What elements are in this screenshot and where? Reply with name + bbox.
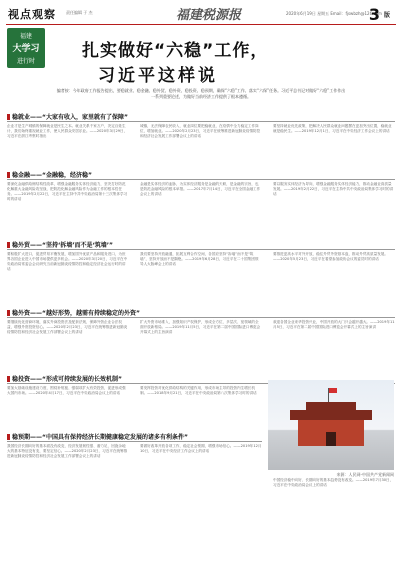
- section-finance-col3: 要以服务实体经济为导向，增强金融服务实体经济能力，推动金融业高质量发展。——2019年2月22日，习近平在主持中共中央政治局集体学习时的讲话: [273, 182, 394, 196]
- section-jobs-col3: 要坚持就业优先政策，把解决人民群众就业问题摆在更加突出位置，稳就业就是稳民生。——2019年12月1日，习近平在中央经济工作会议上的讲话: [273, 124, 392, 133]
- masthead: [6, 4, 396, 25]
- upper-roof: [306, 402, 356, 410]
- photo-caption: 来源：人民网-中国共产党新闻网: [336, 472, 394, 477]
- page-suffix: 版: [383, 12, 390, 19]
- divider: [7, 179, 395, 180]
- section-fdi-col1: 要继续优化营商环境，落实外商投资法及配套法规，保障外资企业合法权益，增强外资投资信心。——2020年2月23日，习近平在统筹推进新冠肺炎疫情防控和经济社会发展工作部署会议上的讲话: [7, 320, 128, 334]
- headline-line2: 习近平这样说: [98, 66, 218, 86]
- editor-credit: 责任编辑 于 杰: [66, 10, 93, 15]
- section-marker: [7, 172, 10, 178]
- section-jobs-col2: 城镇，无法保障农民收入，就业岗位要把稳就业，在疫情中全力稳定工作岗位，增加就业。——2020年2月23日，习近平在统筹推进新冠肺炎疫情防控和经济社会发展工作部署会议上的讲话: [140, 124, 261, 138]
- section-expectations-col3: 中国经济稳中向好、长期向好的基本趋势没有改变。——2019年7月30日，习近平在中央政治局会议上的讲话: [273, 478, 394, 487]
- section-title-expectations: [7, 432, 188, 441]
- flag: [329, 388, 337, 393]
- section-trade-col2: 我们要坚持开放融通，拓展互利合作空间，各国应坚持“拆墙”而不是“筑墙”，坚持开放而不是隔绝。——2019年6月28日，习近平在二十国集团领导人大阪峰会上的讲话: [140, 252, 259, 266]
- badge-line3: 进行时: [16, 58, 35, 65]
- paper-title: 福建税源报: [176, 8, 242, 23]
- section-marker: [7, 114, 10, 120]
- section-fdi-col2: 扩大外资市场准入，加强知识产权保护，形成全方位、多层次、宽领域的全面开放新格局。——2019年11月5日，习近平在第二届中国国际进口博览会开幕式上的主旨演讲: [140, 320, 261, 334]
- gate-door: [326, 432, 336, 446]
- section-marker: [7, 434, 10, 440]
- section-title-jobs: [7, 112, 128, 121]
- page-number: 3: [368, 5, 380, 24]
- issue-date: 2020年6月19日 星期五 Email：fjswbzh@126.com: [286, 11, 382, 16]
- section-title-investment: [7, 374, 122, 383]
- section-marker: [7, 310, 10, 316]
- tiananmen-photo: [268, 380, 394, 470]
- section-title-text: 稳金融——“金融稳，经济稳”: [12, 172, 92, 179]
- section-title-text: 稳就业——“大家有收入，家里就有了保障”: [12, 114, 128, 121]
- section-investment-col2: 要发挥投资对优化供给结构的关键作用，形成市场主导的投资内生增长机制。——2018年9月21日，习近平在中央政治局第八次集体学习时的讲话: [140, 386, 257, 395]
- section-expectations-col2: 要做好改革开放各项工作，稳定社会预期，增强市场信心。——2019年12月10日，习近平在中央经济工作会议上的讲话: [140, 444, 262, 453]
- section-trade-col1: 要积极扩大进口，促进贸易平衡发展，增加国外优质产品和服务进口，为世界各国企业进入中国市场提供更多机会。——2020年3月20日，习近平在中央政治局常委会会议研究当前新冠肺炎疫情防控和稳定经济社会运行时的讲话: [7, 252, 128, 271]
- section-jobs-col1: 企业才是生产城镇的保障就业是民生之本。就业关系千家万户，决定百姓生计，我们始终重视就业工作，使人民群众安居乐业。——2020年3月29日，习近平在浙江考察时指出: [7, 124, 128, 138]
- section-title-finance: [7, 170, 92, 179]
- section-investment-col1: 要加大基础设施建设力度，围绕补短板、强弱项扩大有效投资，促进形成强大国内市场。——2020年4月17日，习近平在中央政治局会议上的讲话: [7, 386, 126, 395]
- section-finance-col1: 要深化金融供给侧结构性改革，增强金融服务实体经济能力，坚决打好防范化解重大金融风险攻坚战，把防范化解金融风险作为金融工作的根本性任务。——2019年2月22日，习近平在主持中共中央政治局第十三次集体学习时的讲话: [7, 182, 128, 201]
- section-title-text: 稳预期——“中国具有保持经济长期健康稳定发展的诸多有利条件”: [12, 434, 188, 441]
- divider: [7, 441, 262, 442]
- divider: [7, 249, 395, 250]
- column-badge: [7, 28, 45, 68]
- section-title-text: 稳外资——“越好形势，越需有持续稳定的外资”: [12, 310, 140, 317]
- divider: [7, 121, 395, 122]
- headline-line1: 扎实做好“六稳”工作，: [82, 41, 269, 61]
- section-finance-col2: 金融是实体经济的血脉，为实体经济服务是金融的天职，是金融的宗旨，也是防范金融风险的根本举措。——2017年7月14日，习近平在全国金融工作会议上的讲话: [140, 182, 261, 196]
- section-title-text: 稳外贸——“坚持‘拆墙’而不是‘筑墙’”: [12, 242, 114, 249]
- roof: [290, 410, 372, 420]
- badge-line1: 福建: [19, 33, 32, 40]
- divider: [7, 317, 395, 318]
- editor-note: 编者按：今年政府工作报告提出，要稳就业、稳金融、稳外贸、稳外资、稳投资、稳预期，确保“六稳”工作、落实“六保”任务。习近平总书记对做好“六稳”工作作出一系列重要论述，为做好当前经济工作提供了根本遵循。: [56, 88, 346, 99]
- section-marker: [7, 242, 10, 248]
- badge-line2: 大学习: [12, 44, 40, 54]
- section-title-trade: [7, 240, 113, 249]
- section-title-foreign-investment: [7, 308, 140, 317]
- section-marker: [7, 376, 10, 382]
- section-trade-col3: 要推进更高水平对外开放，稳住外贸外资基本盘，推动外贸高质量发展。——2020年5月23日，习近平在看望参加政协会议的委员时的讲话: [273, 252, 388, 261]
- section-expectations-col1: 我国经济长期向好的基本面没有改变，经济发展韧性强、潜力足、回旋余地大的基本特征没有变，要坚定信心。——2020年2月23日，习近平在统筹推进新冠肺炎疫情防控和经济社会发展工作部署会议上的讲话: [7, 444, 128, 458]
- section-fdi-col3: 欢迎各国企业来华投资兴业，中国开放的大门只会越开越大。——2019年11月5日，习近平在第二届中国国际进口博览会开幕式上的主旨演讲: [273, 320, 395, 329]
- section-title-text: 稳投资——“形成可持续发展的长效机制”: [12, 376, 122, 383]
- column-name: 视点观察: [8, 8, 56, 21]
